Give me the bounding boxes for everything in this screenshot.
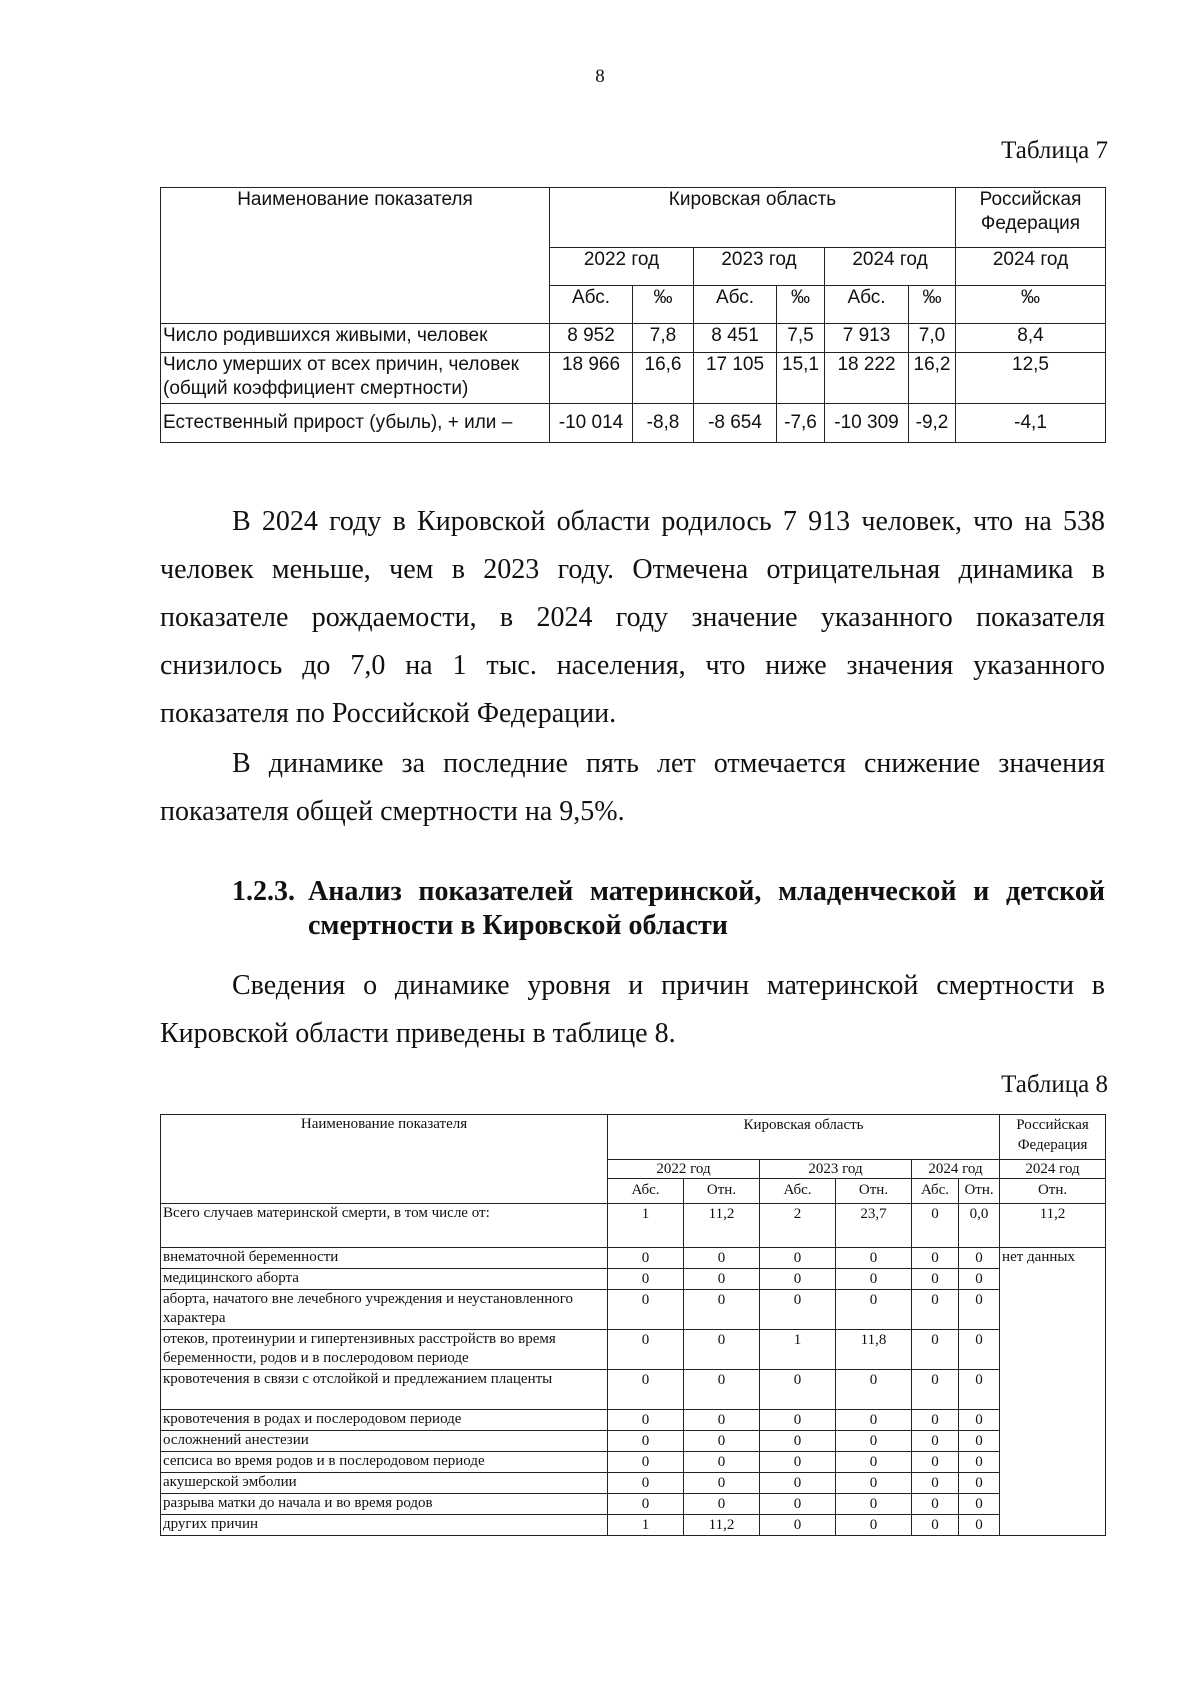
table-cell: 0 — [836, 1290, 912, 1330]
table-cell: -8,8 — [633, 404, 694, 443]
table-cell: 0 — [912, 1494, 959, 1515]
table-cell: 1 — [608, 1515, 684, 1536]
table-row — [161, 1410, 1106, 1431]
table8-rel-header: Отн. — [1000, 1179, 1106, 1204]
row-label: Естественный прирост (убыль), + или – — [161, 404, 550, 443]
table8-header-rf: Российская Федерация — [1000, 1115, 1106, 1160]
row-label: кровотечения в родах и послеродовом периоде — [161, 1410, 608, 1431]
table-row — [161, 1431, 1106, 1452]
table8-year-2023: 2023 год — [760, 1160, 912, 1179]
table-cell: 1 — [760, 1330, 836, 1370]
table-cell: 0 — [684, 1494, 760, 1515]
row-label: внематочной беременности — [161, 1248, 608, 1269]
empty-cell — [1000, 1410, 1106, 1431]
empty-cell — [1000, 1269, 1106, 1290]
table-cell: 0 — [684, 1370, 760, 1410]
table-cell: 8,4 — [956, 324, 1106, 353]
table-cell: 0 — [760, 1410, 836, 1431]
table-cell: 0 — [959, 1290, 1000, 1330]
table8-caption: Таблица 8 — [1001, 1071, 1108, 1098]
table-cell: 7 913 — [825, 324, 909, 353]
table-cell: 0 — [684, 1473, 760, 1494]
table-cell: 12,5 — [956, 353, 1106, 404]
table-cell: 0 — [836, 1431, 912, 1452]
table-cell: -9,2 — [909, 404, 956, 443]
table-row — [161, 1370, 1106, 1410]
table-cell: -4,1 — [956, 404, 1106, 443]
table-cell: 0 — [912, 1269, 959, 1290]
table-cell: 0 — [836, 1269, 912, 1290]
table-cell: 0 — [912, 1473, 959, 1494]
table7-rel-header: ‰ — [956, 286, 1106, 324]
table-cell: 0 — [608, 1290, 684, 1330]
table-cell: 0 — [836, 1248, 912, 1269]
row-label: отеков, протеинурии и гипертензивных расстройств во время беременности, родов и в послеродовом периоде — [161, 1330, 608, 1370]
table-cell: 0 — [959, 1515, 1000, 1536]
table8-rel-header: Отн. — [959, 1179, 1000, 1204]
table8-header-region: Кировская область — [608, 1115, 1000, 1160]
row-label: осложнений анестезии — [161, 1431, 608, 1452]
table-cell: 0 — [760, 1452, 836, 1473]
table-cell: 15,1 — [777, 353, 825, 404]
table-cell: 0 — [608, 1330, 684, 1370]
table-cell: 18 222 — [825, 353, 909, 404]
empty-cell — [1000, 1330, 1106, 1370]
table-cell: 0 — [684, 1269, 760, 1290]
row-label: других причин — [161, 1515, 608, 1536]
table-cell: 0 — [959, 1269, 1000, 1290]
table7-abs-header: Абс. — [825, 286, 909, 324]
table7-rel-header: ‰ — [633, 286, 694, 324]
table-row — [161, 1204, 1106, 1248]
table-cell: 0 — [959, 1431, 1000, 1452]
table-cell: 0 — [912, 1515, 959, 1536]
table7-abs-header: Абс. — [694, 286, 777, 324]
table8-rf-year: 2024 год — [1000, 1160, 1106, 1179]
table-cell: 0 — [684, 1410, 760, 1431]
table-cell: 0 — [912, 1410, 959, 1431]
table7-rel-header: ‰ — [777, 286, 825, 324]
row-label: акушерской эмболии — [161, 1473, 608, 1494]
table-cell: 8 952 — [550, 324, 633, 353]
empty-cell — [1000, 1370, 1106, 1410]
row-label: разрыва матки до начала и во время родов — [161, 1494, 608, 1515]
table-cell: -7,6 — [777, 404, 825, 443]
empty-cell — [1000, 1431, 1106, 1452]
table-cell: 11,8 — [836, 1330, 912, 1370]
table7-header-name: Наименование показателя — [161, 188, 550, 324]
table-cell: 0 — [608, 1431, 684, 1452]
table-cell: 0 — [959, 1452, 1000, 1473]
table-cell: 17 105 — [694, 353, 777, 404]
empty-cell — [1000, 1473, 1106, 1494]
table8-abs-header: Абс. — [760, 1179, 836, 1204]
row-label: аборта, начатого вне лечебного учреждения и неустановленного характера — [161, 1290, 608, 1330]
table-cell: 0 — [959, 1494, 1000, 1515]
table-cell: 0 — [760, 1370, 836, 1410]
table-cell: 0 — [959, 1410, 1000, 1431]
table-cell: 0 — [912, 1452, 959, 1473]
empty-cell — [1000, 1452, 1106, 1473]
table-cell: 0 — [912, 1290, 959, 1330]
table-row — [161, 1515, 1106, 1536]
row-label: Число умерших от всех причин, человек (общий коэффициент смертности) — [161, 353, 550, 404]
table8-abs-header: Абс. — [608, 1179, 684, 1204]
table-cell: 8 451 — [694, 324, 777, 353]
table-cell: 0 — [760, 1290, 836, 1330]
paragraph-table8-intro — [160, 962, 1105, 1058]
table-row — [161, 353, 1106, 404]
table-cell: 0 — [684, 1248, 760, 1269]
table-cell: 0 — [836, 1494, 912, 1515]
table-cell: 0 — [836, 1370, 912, 1410]
table-cell: 0 — [912, 1248, 959, 1269]
table8-abs-header: Абс. — [912, 1179, 959, 1204]
row-label: Число родившихся живыми, человек — [161, 324, 550, 353]
table-row — [161, 1290, 1106, 1330]
table-cell: 0 — [608, 1248, 684, 1269]
table-cell: 0 — [608, 1473, 684, 1494]
table-cell: 0 — [760, 1269, 836, 1290]
table-cell: 0 — [912, 1370, 959, 1410]
table-cell: 0 — [684, 1330, 760, 1370]
paragraph-text: Сведения о динамике уровня и причин материнской смертности в Кировской области приведены в таблице 8. — [160, 970, 1105, 1049]
table-row — [161, 1452, 1106, 1473]
table-cell: 1 — [608, 1204, 684, 1248]
paragraph-text: В динамике за последние пять лет отмечается снижение значения показателя общей смертности на 9,5%. — [160, 748, 1105, 827]
table-cell: 0 — [760, 1515, 836, 1536]
table-cell: -8 654 — [694, 404, 777, 443]
table-cell: 0 — [760, 1248, 836, 1269]
table8-year-2022: 2022 год — [608, 1160, 760, 1179]
table-cell: 0 — [684, 1290, 760, 1330]
table-row — [161, 1473, 1106, 1494]
row-label: Всего случаев материнской смерти, в том числе от: — [161, 1204, 608, 1248]
table-row — [161, 324, 1106, 353]
table7-rf-year: 2024 год — [956, 248, 1106, 286]
table-cell: 0 — [959, 1370, 1000, 1410]
table-cell: 0 — [608, 1269, 684, 1290]
table-cell: 0 — [760, 1431, 836, 1452]
section-title: Анализ показателей материнской, младенческой и детской смертности в Кировской области — [308, 876, 1105, 941]
table-cell: 11,2 — [684, 1204, 760, 1248]
row-label: сепсиса во время родов и в послеродовом периоде — [161, 1452, 608, 1473]
table-row — [161, 404, 1106, 443]
table-cell: 0 — [912, 1330, 959, 1370]
table-cell: 18 966 — [550, 353, 633, 404]
paragraph-mortality — [160, 740, 1105, 836]
table-cell: 16,6 — [633, 353, 694, 404]
table-cell: 0 — [836, 1515, 912, 1536]
table-row — [161, 1330, 1106, 1370]
row-label: кровотечения в связи с отслойкой и предлежанием плаценты — [161, 1370, 608, 1410]
table-cell: 0 — [760, 1473, 836, 1494]
empty-cell — [1000, 1515, 1106, 1536]
table-cell: 2 — [760, 1204, 836, 1248]
table-row — [161, 1494, 1106, 1515]
table-cell: 11,2 — [1000, 1204, 1106, 1248]
table-cell: 0 — [836, 1410, 912, 1431]
table7-abs-header: Абс. — [550, 286, 633, 324]
page-number: 8 — [595, 66, 605, 87]
table7-caption: Таблица 7 — [1001, 137, 1108, 164]
table-cell: 0 — [959, 1248, 1000, 1269]
table-cell: 0 — [608, 1494, 684, 1515]
table7 — [160, 187, 1106, 443]
table-row — [161, 1269, 1106, 1290]
table-cell: 7,0 — [909, 324, 956, 353]
table-cell: 0 — [684, 1431, 760, 1452]
table-cell: 23,7 — [836, 1204, 912, 1248]
table-cell: 0 — [912, 1204, 959, 1248]
table-cell: 0,0 — [959, 1204, 1000, 1248]
table-cell: 0 — [836, 1473, 912, 1494]
table-cell: 0 — [959, 1473, 1000, 1494]
table8-header-name: Наименование показателя — [161, 1115, 608, 1204]
table-cell: 7,8 — [633, 324, 694, 353]
table-cell: 16,2 — [909, 353, 956, 404]
table8-rel-header: Отн. — [684, 1179, 760, 1204]
section-heading — [160, 875, 1105, 943]
no-data-cell: нет данных — [1000, 1248, 1106, 1269]
table-cell: 7,5 — [777, 324, 825, 353]
table7-header-region: Кировская область — [550, 188, 956, 248]
table8-rel-header: Отн. — [836, 1179, 912, 1204]
table-cell: 0 — [959, 1330, 1000, 1370]
table-cell: 0 — [608, 1452, 684, 1473]
empty-cell — [1000, 1494, 1106, 1515]
table7-rel-header: ‰ — [909, 286, 956, 324]
table-row — [161, 1248, 1106, 1269]
table-cell: 0 — [608, 1370, 684, 1410]
paragraph-text: В 2024 году в Кировской области родилось 7 913 человек, что на 538 человек меньше, чем в 2023 году. Отмечена отрицательная динамика в показателе рождаемости, в 2024 году значение указанного показателя снизилось до 7,0 на 1 тыс. населения, что ниже значения указанного показателя по Российской Федерации. — [160, 506, 1105, 729]
section-number: 1.2.3. — [232, 876, 295, 907]
row-label: медицинского аборта — [161, 1269, 608, 1290]
table-cell: -10 014 — [550, 404, 633, 443]
paragraph-births — [160, 498, 1105, 738]
table-cell: 0 — [912, 1431, 959, 1452]
table7-year-2022: 2022 год — [550, 248, 694, 286]
table-cell: 0 — [836, 1452, 912, 1473]
table8 — [160, 1114, 1106, 1536]
table-cell: 0 — [684, 1452, 760, 1473]
table-cell: 11,2 — [684, 1515, 760, 1536]
table8-year-2024: 2024 год — [912, 1160, 1000, 1179]
empty-cell — [1000, 1290, 1106, 1330]
table-cell: -10 309 — [825, 404, 909, 443]
table7-year-2024: 2024 год — [825, 248, 956, 286]
table7-header-rf: Российская Федерация — [956, 188, 1106, 248]
table-cell: 0 — [608, 1410, 684, 1431]
table-cell: 0 — [760, 1494, 836, 1515]
table7-year-2023: 2023 год — [694, 248, 825, 286]
